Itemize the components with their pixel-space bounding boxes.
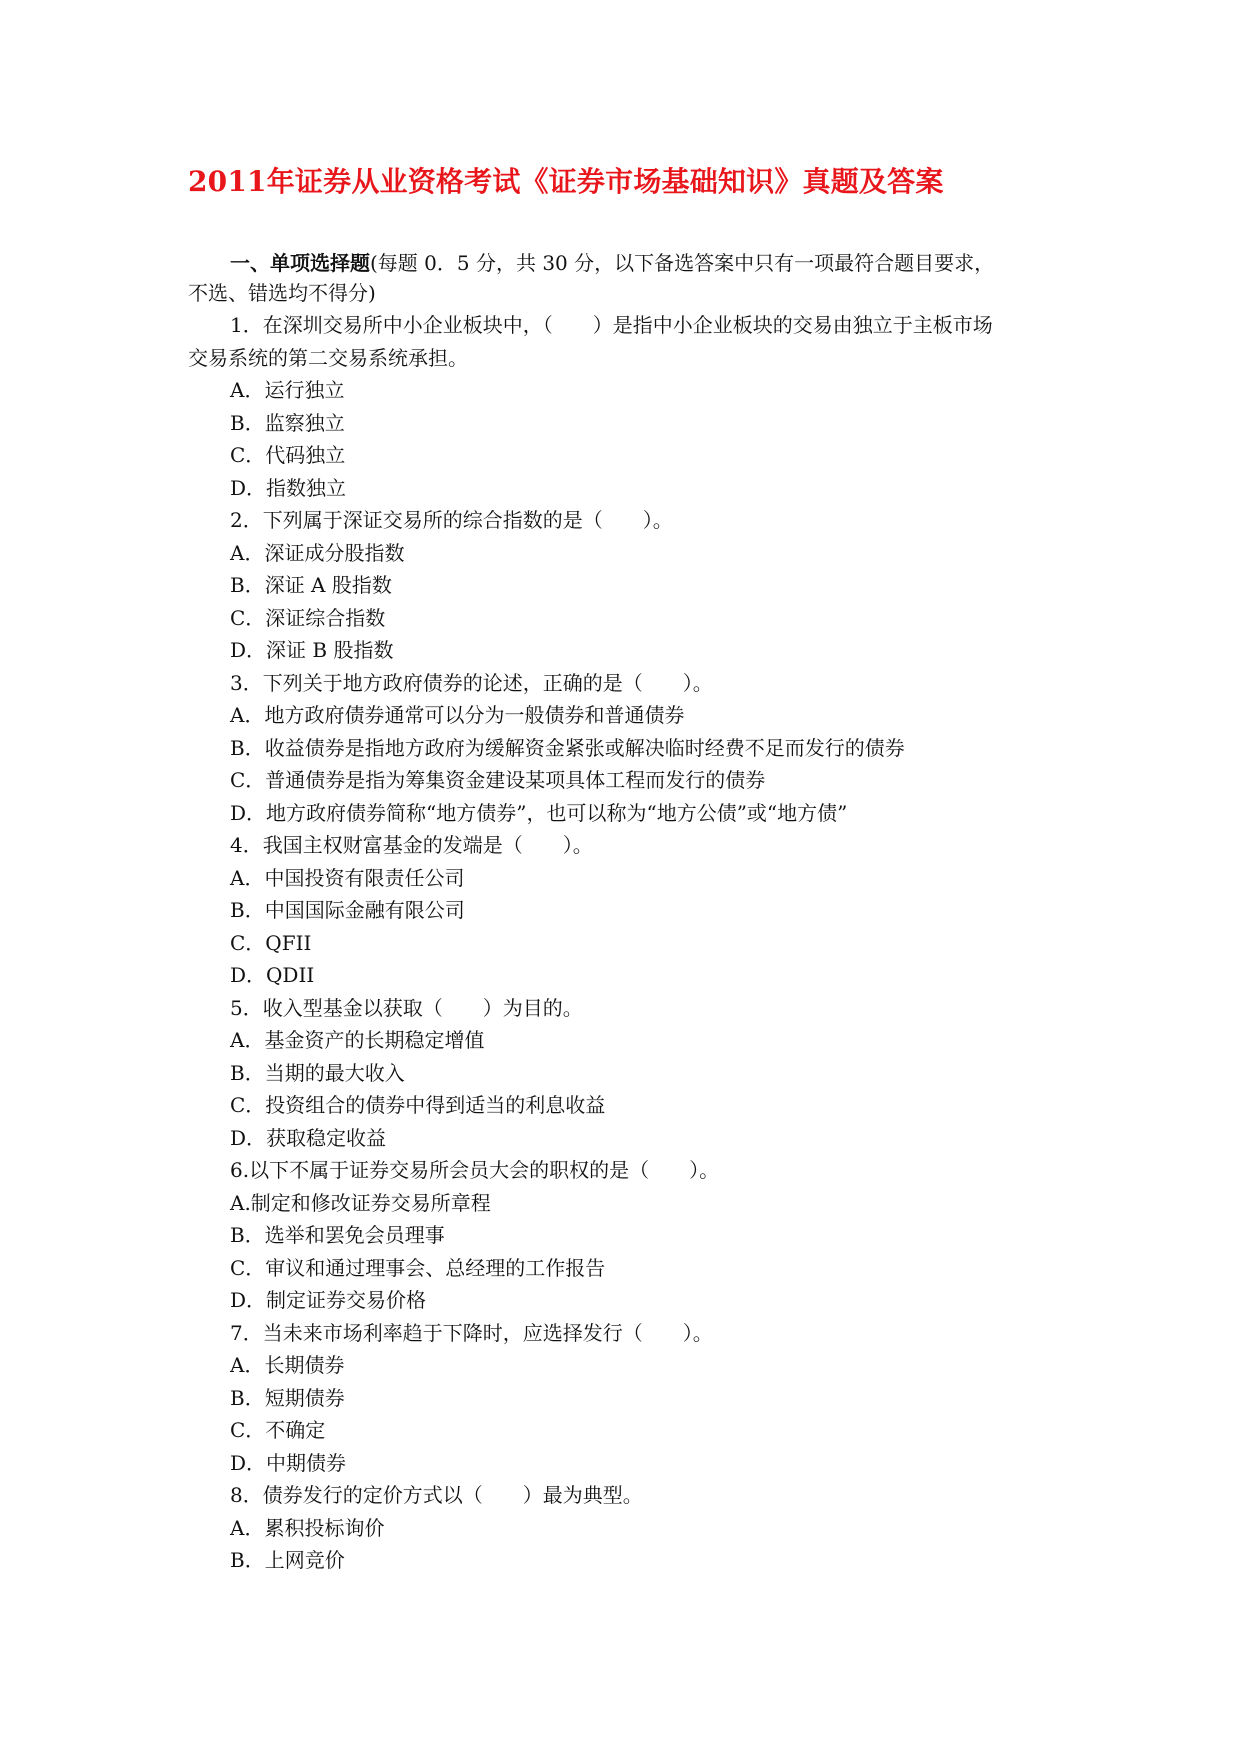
question-text: 2．下列属于深证交易所的综合指数的是（ ）。 <box>230 508 673 532</box>
answer-option: C．深证综合指数 <box>230 605 386 630</box>
answer-option: A．深证成分股指数 <box>230 540 405 565</box>
answer-option: A.制定和修改证券交易所章程 <box>230 1190 491 1215</box>
section-instruction: (每题 0．5 分，共 30 分，以下备选答案中只有一项最符合题目要求， <box>370 251 995 275</box>
page-title: 2011年证券从业资格考试《证券市场基础知识》真题及答案 <box>188 165 944 198</box>
answer-option: B．当期的最大收入 <box>230 1060 405 1085</box>
question-text: 1．在深圳交易所中小企业板块中，（ ）是指中小企业板块的交易由独立于主板市场 <box>230 313 993 337</box>
answer-option: B．选举和罢免会员理事 <box>230 1223 445 1247</box>
answer-option: B．上网竞价 <box>230 1548 345 1572</box>
answer-option: D．制定证券交易价格 <box>230 1288 427 1312</box>
answer-option: D．深证 B 股指数 <box>230 638 394 662</box>
answer-option: A．中国投资有限责任公司 <box>230 865 465 890</box>
answer-option: B．短期债券 <box>230 1385 345 1410</box>
question-continuation: 交易系统的第二交易系统承担。 <box>188 345 468 370</box>
answer-option: A．累积投标询价 <box>230 1515 385 1540</box>
answer-option: C．不确定 <box>230 1418 326 1442</box>
answer-option: B．中国国际金融有限公司 <box>230 898 465 922</box>
answer-option: B．监察独立 <box>230 410 345 435</box>
answer-option: C．审议和通过理事会、总经理的工作报告 <box>230 1255 606 1280</box>
answer-option: C．代码独立 <box>230 443 346 467</box>
answer-option: A．长期债券 <box>230 1353 345 1377</box>
question-text: 8．债券发行的定价方式以（ ）最为典型。 <box>230 1483 643 1507</box>
section-instruction-line-1 <box>188 248 1068 278</box>
answer-option: A．运行独立 <box>230 378 345 402</box>
question-text: 4．我国主权财富基金的发端是（ ）。 <box>230 833 593 857</box>
question-text: 5．收入型基金以获取（ ）为目的。 <box>230 995 583 1020</box>
answer-option: A．地方政府债券通常可以分为一般债券和普通债券 <box>230 703 685 727</box>
answer-option: C．普通债券是指为筹集资金建设某项具体工程而发行的债券 <box>230 768 766 792</box>
answer-option: D．QDII <box>230 963 315 987</box>
answer-option: D．指数独立 <box>230 475 347 500</box>
answer-option: B．收益债券是指地方政府为缓解资金紧张或解决临时经费不足而发行的债券 <box>230 735 905 760</box>
question-text: 6.以下不属于证券交易所会员大会的职权的是（ ）。 <box>230 1158 720 1182</box>
answer-option: D．地方政府债券简称“地方债券”，也可以称为“地方公债”或“地方债” <box>230 800 848 825</box>
question-text: 3．下列关于地方政府债券的论述，正确的是（ ）。 <box>230 670 713 695</box>
answer-option: C．QFII <box>230 930 312 955</box>
question-list <box>188 309 1068 1577</box>
section-heading: 一、单项选择题 <box>230 251 370 275</box>
answer-option: D．获取稳定收益 <box>230 1125 387 1150</box>
question-text: 7．当未来市场利率趋于下降时，应选择发行（ ）。 <box>230 1320 713 1345</box>
section-header <box>188 248 1068 308</box>
answer-option: B．深证 A 股指数 <box>230 573 392 597</box>
answer-option: C．投资组合的债券中得到适当的利息收益 <box>230 1093 606 1117</box>
answer-option: D．中期债券 <box>230 1450 347 1475</box>
section-instruction-line-2: 不选、错选均不得分) <box>188 281 376 305</box>
answer-option: A．基金资产的长期稳定增值 <box>230 1028 485 1052</box>
